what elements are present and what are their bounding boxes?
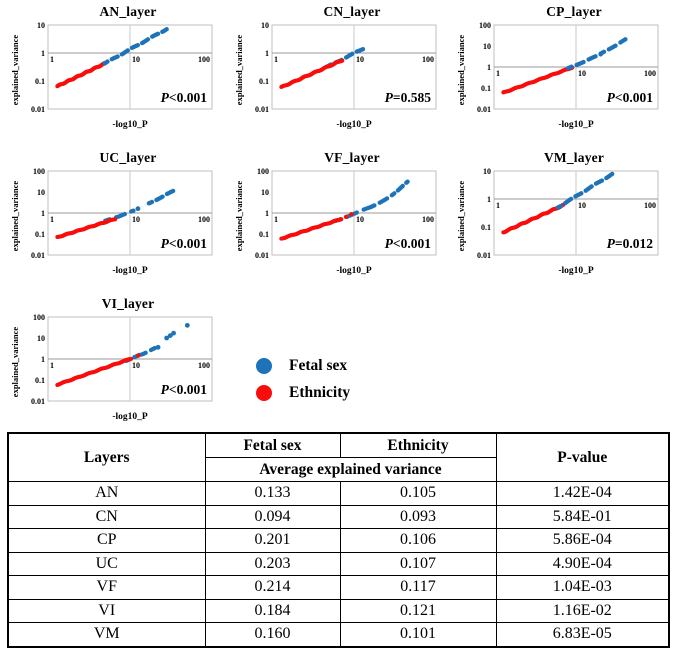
cell-ethnicity-value: 0.093 — [340, 505, 496, 529]
cell-ethnicity-value: 0.117 — [340, 576, 496, 600]
svg-text:0.1: 0.1 — [481, 84, 491, 93]
svg-text:10: 10 — [483, 167, 491, 176]
legend-label-fetal-sex: Fetal sex — [289, 356, 348, 374]
table-row — [8, 529, 669, 553]
p-value-annotation: P<0.001 — [160, 236, 207, 251]
table-row — [8, 505, 669, 529]
svg-text:10: 10 — [356, 215, 364, 224]
chart-title: AN_layer — [99, 4, 157, 19]
x-axis-title: -log10_P — [112, 412, 148, 422]
chart-UC — [6, 150, 218, 290]
svg-text:10: 10 — [261, 188, 269, 197]
cell-p-value: 6.83E-05 — [496, 623, 669, 647]
scatter-plot — [456, 21, 662, 135]
series-ethnicity — [279, 212, 353, 241]
cell-fetal-sex-value: 0.133 — [205, 482, 340, 506]
svg-text:100: 100 — [422, 215, 434, 224]
cell-p-value: 4.90E-04 — [496, 552, 669, 576]
table-body — [8, 482, 669, 647]
svg-text:1: 1 — [41, 209, 45, 218]
summary-table — [7, 432, 670, 648]
scatter-plot — [10, 167, 216, 281]
col-header-fetal-sex: Fetal sex — [205, 433, 340, 458]
cell-layer: CP — [8, 529, 205, 553]
svg-text:10: 10 — [37, 21, 45, 30]
chart-title: VF_layer — [324, 150, 380, 165]
svg-text:1: 1 — [41, 355, 45, 364]
table-row — [8, 623, 669, 647]
chart-VF — [230, 150, 442, 290]
legend-item-ethnicity — [256, 379, 350, 406]
cell-layer: AN — [8, 482, 205, 506]
p-value-annotation: P=0.012 — [606, 236, 653, 251]
scatter-plot — [10, 313, 216, 427]
series-ethnicity — [279, 59, 344, 89]
svg-text:10: 10 — [132, 215, 140, 224]
chart-VI — [6, 296, 218, 436]
p-value-annotation: P<0.001 — [160, 382, 207, 397]
chart-title: VM_layer — [543, 150, 605, 165]
chart-title: CN_layer — [323, 4, 381, 19]
cell-layer: VI — [8, 599, 205, 623]
cell-p-value: 1.42E-04 — [496, 482, 669, 506]
chart-title: VI_layer — [101, 296, 155, 311]
col-header-avg-explained-variance: Average explained variance — [205, 458, 496, 482]
p-value-annotation: P<0.001 — [606, 90, 653, 105]
series-fetal-sex — [566, 37, 628, 70]
svg-text:1: 1 — [50, 361, 54, 370]
cell-p-value: 5.84E-01 — [496, 505, 669, 529]
y-axis-title: explained_variance — [456, 34, 466, 106]
cell-layer: VM — [8, 623, 205, 647]
svg-text:1: 1 — [274, 215, 278, 224]
p-value-annotation: P<0.001 — [160, 90, 207, 105]
cell-fetal-sex-value: 0.214 — [205, 576, 340, 600]
scatter-plot — [456, 167, 662, 281]
cell-fetal-sex-value: 0.201 — [205, 529, 340, 553]
table-row — [8, 552, 669, 576]
table-row — [8, 482, 669, 506]
chart-CN — [230, 4, 442, 144]
x-axis-title: -log10_P — [558, 266, 594, 276]
svg-text:1: 1 — [265, 209, 269, 218]
cell-fetal-sex-value: 0.160 — [205, 623, 340, 647]
table-header — [8, 433, 669, 482]
svg-text:10: 10 — [37, 188, 45, 197]
y-axis-title: explained_variance — [234, 180, 244, 252]
svg-text:10: 10 — [483, 42, 491, 51]
svg-text:1: 1 — [496, 69, 500, 78]
series-ethnicity — [55, 353, 140, 387]
legend — [256, 352, 350, 406]
svg-text:10: 10 — [132, 361, 140, 370]
svg-text:10: 10 — [578, 69, 586, 78]
table-row — [8, 599, 669, 623]
svg-text:0.1: 0.1 — [35, 376, 45, 385]
legend-label-ethnicity: Ethnicity — [289, 383, 351, 401]
svg-text:100: 100 — [644, 201, 656, 210]
cell-fetal-sex-value: 0.203 — [205, 552, 340, 576]
svg-text:1: 1 — [41, 49, 45, 58]
svg-text:0.01: 0.01 — [255, 251, 269, 260]
svg-text:0.1: 0.1 — [481, 223, 491, 232]
x-axis-title: -log10_P — [112, 120, 148, 130]
legend-item-fetal-sex — [256, 352, 350, 379]
series-ethnicity — [55, 217, 117, 239]
chart-title: CP_layer — [546, 4, 602, 19]
chart-VM — [452, 150, 664, 290]
y-axis-title: explained_variance — [10, 180, 20, 252]
svg-text:100: 100 — [33, 313, 45, 322]
svg-text:0.1: 0.1 — [259, 77, 269, 86]
cell-fetal-sex-value: 0.094 — [205, 505, 340, 529]
chart-CP — [452, 4, 664, 144]
x-axis-title: -log10_P — [112, 266, 148, 276]
series-ethnicity — [501, 66, 574, 95]
svg-text:10: 10 — [356, 55, 364, 64]
svg-text:1: 1 — [274, 55, 278, 64]
svg-text:0.01: 0.01 — [31, 251, 45, 260]
scatter-plot — [234, 167, 440, 281]
y-axis-title: explained_variance — [456, 180, 466, 252]
y-axis-title: explained_variance — [10, 34, 20, 106]
cell-ethnicity-value: 0.121 — [340, 599, 496, 623]
x-axis-title: -log10_P — [336, 266, 372, 276]
cell-p-value: 5.86E-04 — [496, 529, 669, 553]
chart-title: UC_layer — [99, 150, 157, 165]
p-value-annotation: P<0.001 — [384, 236, 431, 251]
y-axis-title: explained_variance — [234, 34, 244, 106]
cell-ethnicity-value: 0.106 — [340, 529, 496, 553]
cell-layer: UC — [8, 552, 205, 576]
svg-text:100: 100 — [198, 55, 210, 64]
cell-ethnicity-value: 0.105 — [340, 482, 496, 506]
cell-layer: CN — [8, 505, 205, 529]
col-header-layers: Layers — [8, 433, 205, 482]
ethnicity-dot-icon — [256, 385, 272, 401]
table-row — [8, 576, 669, 600]
col-header-ethnicity: Ethnicity — [340, 433, 496, 458]
series-fetal-sex — [124, 323, 190, 363]
cell-fetal-sex-value: 0.184 — [205, 599, 340, 623]
svg-text:1: 1 — [487, 63, 491, 72]
svg-text:10: 10 — [261, 21, 269, 30]
svg-text:0.01: 0.01 — [31, 105, 45, 114]
svg-text:1: 1 — [50, 215, 54, 224]
svg-text:0.01: 0.01 — [477, 251, 491, 260]
fetal-sex-dot-icon — [256, 358, 272, 374]
svg-text:0.01: 0.01 — [255, 105, 269, 114]
svg-text:100: 100 — [479, 21, 491, 30]
cell-layer: VF — [8, 576, 205, 600]
svg-text:1: 1 — [50, 55, 54, 64]
svg-text:0.1: 0.1 — [259, 230, 269, 239]
chart-AN — [6, 4, 218, 144]
svg-text:1: 1 — [265, 49, 269, 58]
x-axis-title: -log10_P — [558, 120, 594, 130]
svg-text:100: 100 — [257, 167, 269, 176]
x-axis-title: -log10_P — [336, 120, 372, 130]
p-value-annotation: P=0.585 — [384, 90, 431, 105]
scatter-plot — [234, 21, 440, 135]
svg-text:100: 100 — [198, 215, 210, 224]
cell-ethnicity-value: 0.101 — [340, 623, 496, 647]
svg-text:0.01: 0.01 — [477, 105, 491, 114]
series-ethnicity — [55, 61, 106, 88]
scatter-plot — [10, 21, 216, 135]
svg-text:0.01: 0.01 — [31, 397, 45, 406]
svg-text:10: 10 — [37, 334, 45, 343]
cell-p-value: 1.04E-03 — [496, 576, 669, 600]
svg-text:1: 1 — [496, 201, 500, 210]
svg-text:100: 100 — [422, 55, 434, 64]
svg-text:100: 100 — [33, 167, 45, 176]
svg-text:100: 100 — [198, 361, 210, 370]
svg-text:10: 10 — [578, 201, 586, 210]
svg-text:10: 10 — [132, 55, 140, 64]
svg-text:1: 1 — [487, 195, 491, 204]
cell-ethnicity-value: 0.107 — [340, 552, 496, 576]
svg-text:0.1: 0.1 — [35, 77, 45, 86]
y-axis-title: explained_variance — [10, 326, 20, 398]
svg-text:0.1: 0.1 — [35, 230, 45, 239]
col-header-p-value: P-value — [496, 433, 669, 482]
svg-text:100: 100 — [644, 69, 656, 78]
cell-p-value: 1.16E-02 — [496, 599, 669, 623]
